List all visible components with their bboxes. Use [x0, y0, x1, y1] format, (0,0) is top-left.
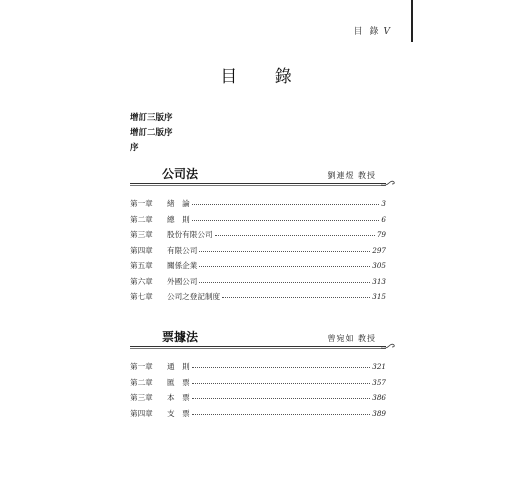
- chapter-entry: [130, 276, 386, 292]
- chapter-title: 支 票: [167, 408, 190, 418]
- running-header-title: 目 錄: [353, 27, 381, 37]
- running-header-page: V: [383, 27, 390, 37]
- section-author: 曾宛如 教授: [327, 334, 376, 343]
- preface-entry: 增訂三版序: [130, 113, 173, 123]
- chapter-title: 本 票: [167, 393, 190, 402]
- chapter-title: 公司之登記制度: [167, 292, 221, 301]
- chapter-entry: [130, 361, 386, 377]
- chapter-entry: [130, 377, 386, 393]
- dot-leader: [222, 297, 370, 298]
- chapter-title: 總 則: [167, 214, 190, 224]
- heading-double-rule: [130, 185, 386, 186]
- chapter-list: [130, 361, 386, 423]
- header-vertical-rule: [411, 0, 413, 42]
- dot-leader: [192, 414, 371, 415]
- chapter-entry: [130, 392, 386, 408]
- chapter-title: 有限公司: [167, 245, 198, 255]
- chapter-number: 第四章: [130, 245, 153, 255]
- chapter-number: 第二章: [130, 377, 153, 387]
- chapter-page: 6: [381, 214, 386, 224]
- chapter-page: 357: [372, 377, 386, 387]
- chapter-entry: [130, 214, 386, 230]
- section-company-law: [130, 165, 386, 307]
- chapter-entry: [130, 408, 386, 424]
- page-title: 目 錄: [220, 67, 308, 87]
- chapter-title: 緒 論: [167, 199, 190, 208]
- heading-double-rule: [130, 348, 386, 349]
- flourish-ornament: [380, 342, 396, 350]
- chapter-number: 第六章: [130, 276, 153, 286]
- chapter-page: 386: [372, 393, 386, 402]
- flourish-ornament: [380, 179, 396, 187]
- dot-leader: [192, 220, 380, 221]
- chapter-number: 第一章: [130, 199, 153, 208]
- dot-leader: [199, 266, 370, 267]
- chapter-number: 第三章: [130, 230, 153, 239]
- section-heading: [130, 165, 386, 184]
- chapter-entry: [130, 229, 386, 245]
- section-heading: [130, 328, 386, 347]
- chapter-title: 外國公司: [167, 276, 198, 286]
- chapter-number: 第五章: [130, 261, 153, 270]
- chapter-page: 297: [372, 245, 386, 255]
- chapter-title: 關係企業: [167, 261, 198, 270]
- chapter-number: 第四章: [130, 408, 153, 418]
- chapter-entry: [130, 245, 386, 261]
- chapter-page: 3: [381, 199, 386, 208]
- chapter-number: 第一章: [130, 362, 153, 371]
- chapter-page: 313: [372, 276, 386, 286]
- dot-leader: [192, 383, 371, 384]
- chapter-number: 第二章: [130, 214, 153, 224]
- dot-leader: [199, 251, 370, 252]
- section-title: 票據法: [162, 330, 199, 344]
- chapter-list: [130, 198, 386, 307]
- chapter-number: 第七章: [130, 292, 153, 301]
- chapter-number: 第三章: [130, 393, 153, 402]
- chapter-title: 通 則: [167, 362, 190, 371]
- running-header: [354, 24, 390, 37]
- chapter-entry: [130, 198, 386, 214]
- section-author: 劉連煜 教授: [327, 171, 376, 180]
- chapter-entry: [130, 260, 386, 276]
- dot-leader: [192, 398, 371, 399]
- preface-list: [130, 111, 173, 156]
- preface-entry: 增訂二版序: [130, 128, 173, 138]
- dot-leader: [192, 367, 371, 368]
- chapter-page: 305: [372, 261, 386, 270]
- chapter-page: 321: [372, 362, 386, 371]
- section-title: 公司法: [162, 167, 199, 181]
- dot-leader: [199, 282, 370, 283]
- chapter-title: 股份有限公司: [167, 230, 213, 239]
- chapter-title: 匯 票: [167, 377, 190, 387]
- preface-entry: 序: [130, 143, 139, 153]
- chapter-page: 315: [372, 292, 386, 301]
- dot-leader: [215, 235, 375, 236]
- chapter-entry: [130, 291, 386, 307]
- section-negotiable-instruments-law: [130, 328, 386, 423]
- dot-leader: [192, 204, 380, 205]
- chapter-page: 389: [372, 408, 386, 418]
- chapter-page: 79: [376, 230, 386, 239]
